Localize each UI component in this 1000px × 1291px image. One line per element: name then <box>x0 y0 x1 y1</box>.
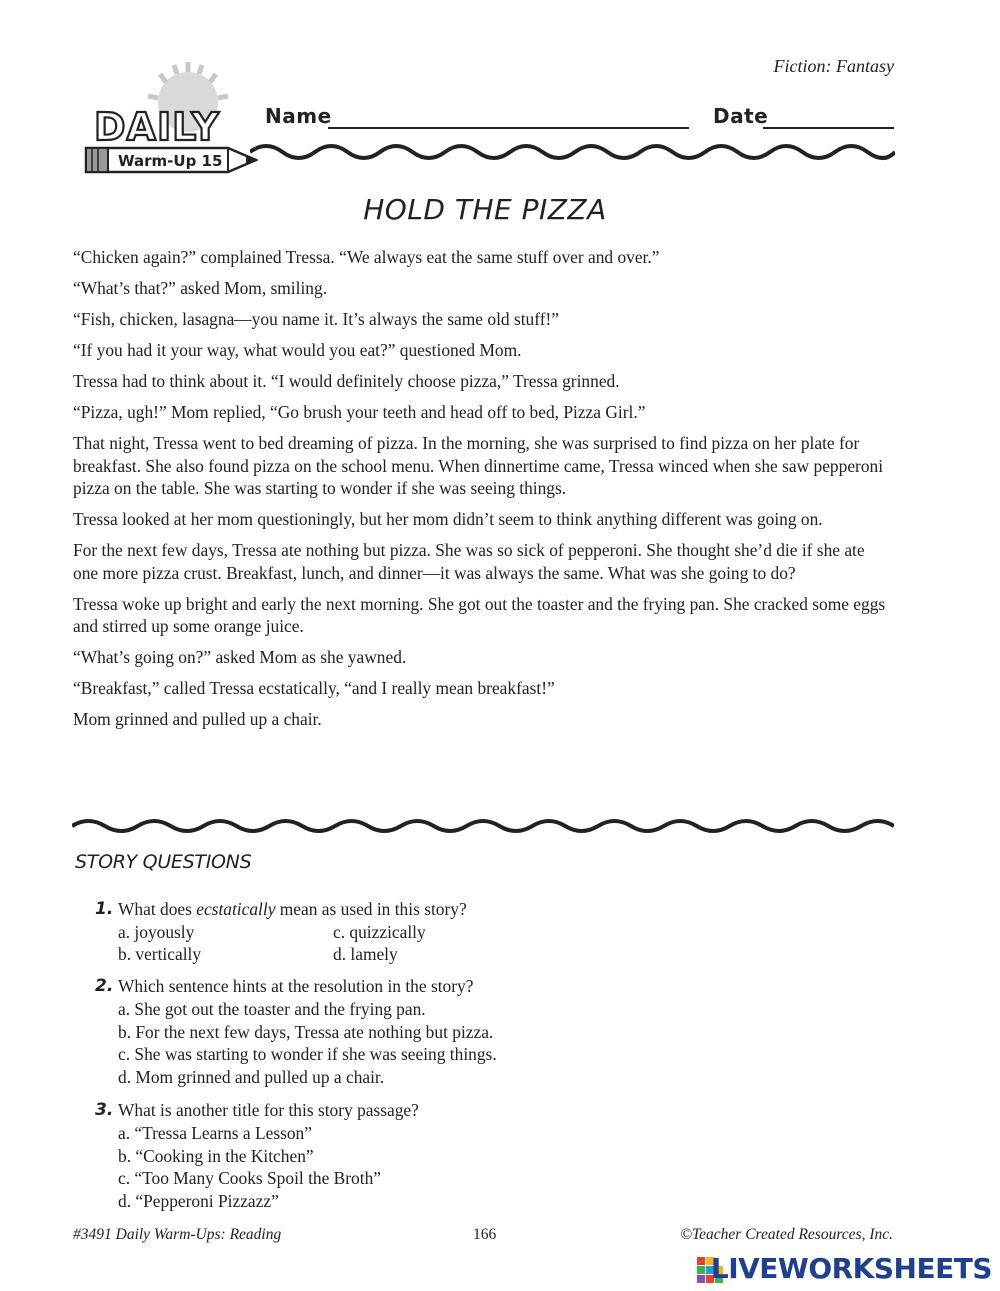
story-paragraph: “What’s going on?” asked Mom as she yawned. <box>73 647 407 668</box>
answer-option[interactable]: b. “Cooking in the Kitchen” <box>118 1146 314 1166</box>
wave-divider-top <box>250 140 895 170</box>
story-title: HOLD THE PIZZA <box>363 193 607 226</box>
story-paragraph: “Fish, chicken, lasagna—you name it. It’s always the same old stuff!” <box>73 308 560 329</box>
date-label: Date <box>713 104 769 128</box>
story-paragraph: Tressa woke up bright and early the next morning. She got out the toaster and the frying pan. She cracked some eggs and stirred up some orange juice. <box>73 593 886 637</box>
liveworksheets-watermark[interactable]: LIVEWORKSHEETS <box>710 1252 992 1285</box>
footer-page-number: 166 <box>473 1226 497 1243</box>
story-paragraph: “If you had it your way, what would you eat?” questioned Mom. <box>73 339 522 360</box>
story-paragraph: Mom grinned and pulled up a chair. <box>73 709 322 730</box>
genre-label: Fiction: Fantasy <box>773 56 894 76</box>
name-field[interactable] <box>328 127 689 129</box>
date-field[interactable] <box>763 127 894 129</box>
answer-option[interactable]: c. quizzically <box>333 922 426 942</box>
wave-divider-middle <box>72 814 894 838</box>
answer-option[interactable]: b. vertically <box>118 944 202 964</box>
answer-option[interactable]: a. joyously <box>118 922 195 942</box>
story-paragraph: Tressa had to think about it. “I would definitely choose pizza,” Tressa grinned. <box>73 370 620 391</box>
question-2 <box>0 975 1000 1090</box>
footer-copyright: ©Teacher Created Resources, Inc. <box>680 1226 893 1243</box>
answer-option[interactable]: d. “Pepperoni Pizzazz” <box>118 1191 279 1211</box>
question-1 <box>0 898 1000 968</box>
question-number: 2. <box>95 976 114 996</box>
question-number: 1. <box>95 899 114 919</box>
daily-warmup-logo <box>78 60 258 190</box>
answer-option[interactable]: c. She was starting to wonder if she was seeing things. <box>118 1044 497 1064</box>
answer-option[interactable]: c. “Too Many Cooks Spoil the Broth” <box>118 1168 381 1188</box>
answer-option[interactable]: b. For the next few days, Tressa ate nothing but pizza. <box>118 1022 494 1042</box>
question-number: 3. <box>95 1100 114 1120</box>
story-paragraph: “Pizza, ugh!” Mom replied, “Go brush your teeth and head off to bed, Pizza Girl.” <box>73 401 646 422</box>
story-paragraph: For the next few days, Tressa ate nothing but pizza. She was so sick of pepperoni. She thought she’d die if she ate one more pizza crust. Breakfast, lunch, and dinner—it was always the same. What was she going to do? <box>73 540 865 583</box>
logo-word: DAILY <box>94 105 220 149</box>
question-text: What is another title for this story passage? <box>118 1100 419 1120</box>
name-label: Name <box>265 104 332 128</box>
questions-heading: STORY QUESTIONS <box>75 851 252 873</box>
footer-publication: #3491 Daily Warm-Ups: Reading <box>73 1226 282 1243</box>
story-paragraph: That night, Tressa went to bed dreaming of pizza. In the morning, she was surprised to find pizza on her plate for breakfast. She also found pizza on the school menu. When dinnertime came, Tressa winced when she saw pepperoni pizza on the table. She was starting to wonder if she was seeing things. <box>73 432 884 499</box>
story-paragraph: “Chicken again?” complained Tressa. “We always eat the same stuff over and over.” <box>73 247 660 267</box>
story-body <box>73 246 893 739</box>
story-paragraph: “What’s that?” asked Mom, smiling. <box>73 277 328 298</box>
story-paragraph: “Breakfast,” called Tressa ecstatically, “and I really mean breakfast!” <box>73 678 555 699</box>
logo-sub: Warm-Up 15 <box>118 152 223 170</box>
question-text: What does ecstatically mean as used in this story? <box>118 899 467 919</box>
answer-option[interactable]: a. “Tressa Learns a Lesson” <box>118 1123 312 1143</box>
answer-option[interactable]: d. Mom grinned and pulled up a chair. <box>118 1067 385 1087</box>
answer-option[interactable]: a. She got out the toaster and the frying pan. <box>118 999 426 1019</box>
story-paragraph: Tressa looked at her mom questioningly, but her mom didn’t seem to think anything different was going on. <box>73 509 823 530</box>
question-3 <box>0 1099 1000 1214</box>
answer-option[interactable]: d. lamely <box>333 944 398 964</box>
question-text: Which sentence hints at the resolution in the story? <box>118 976 474 996</box>
